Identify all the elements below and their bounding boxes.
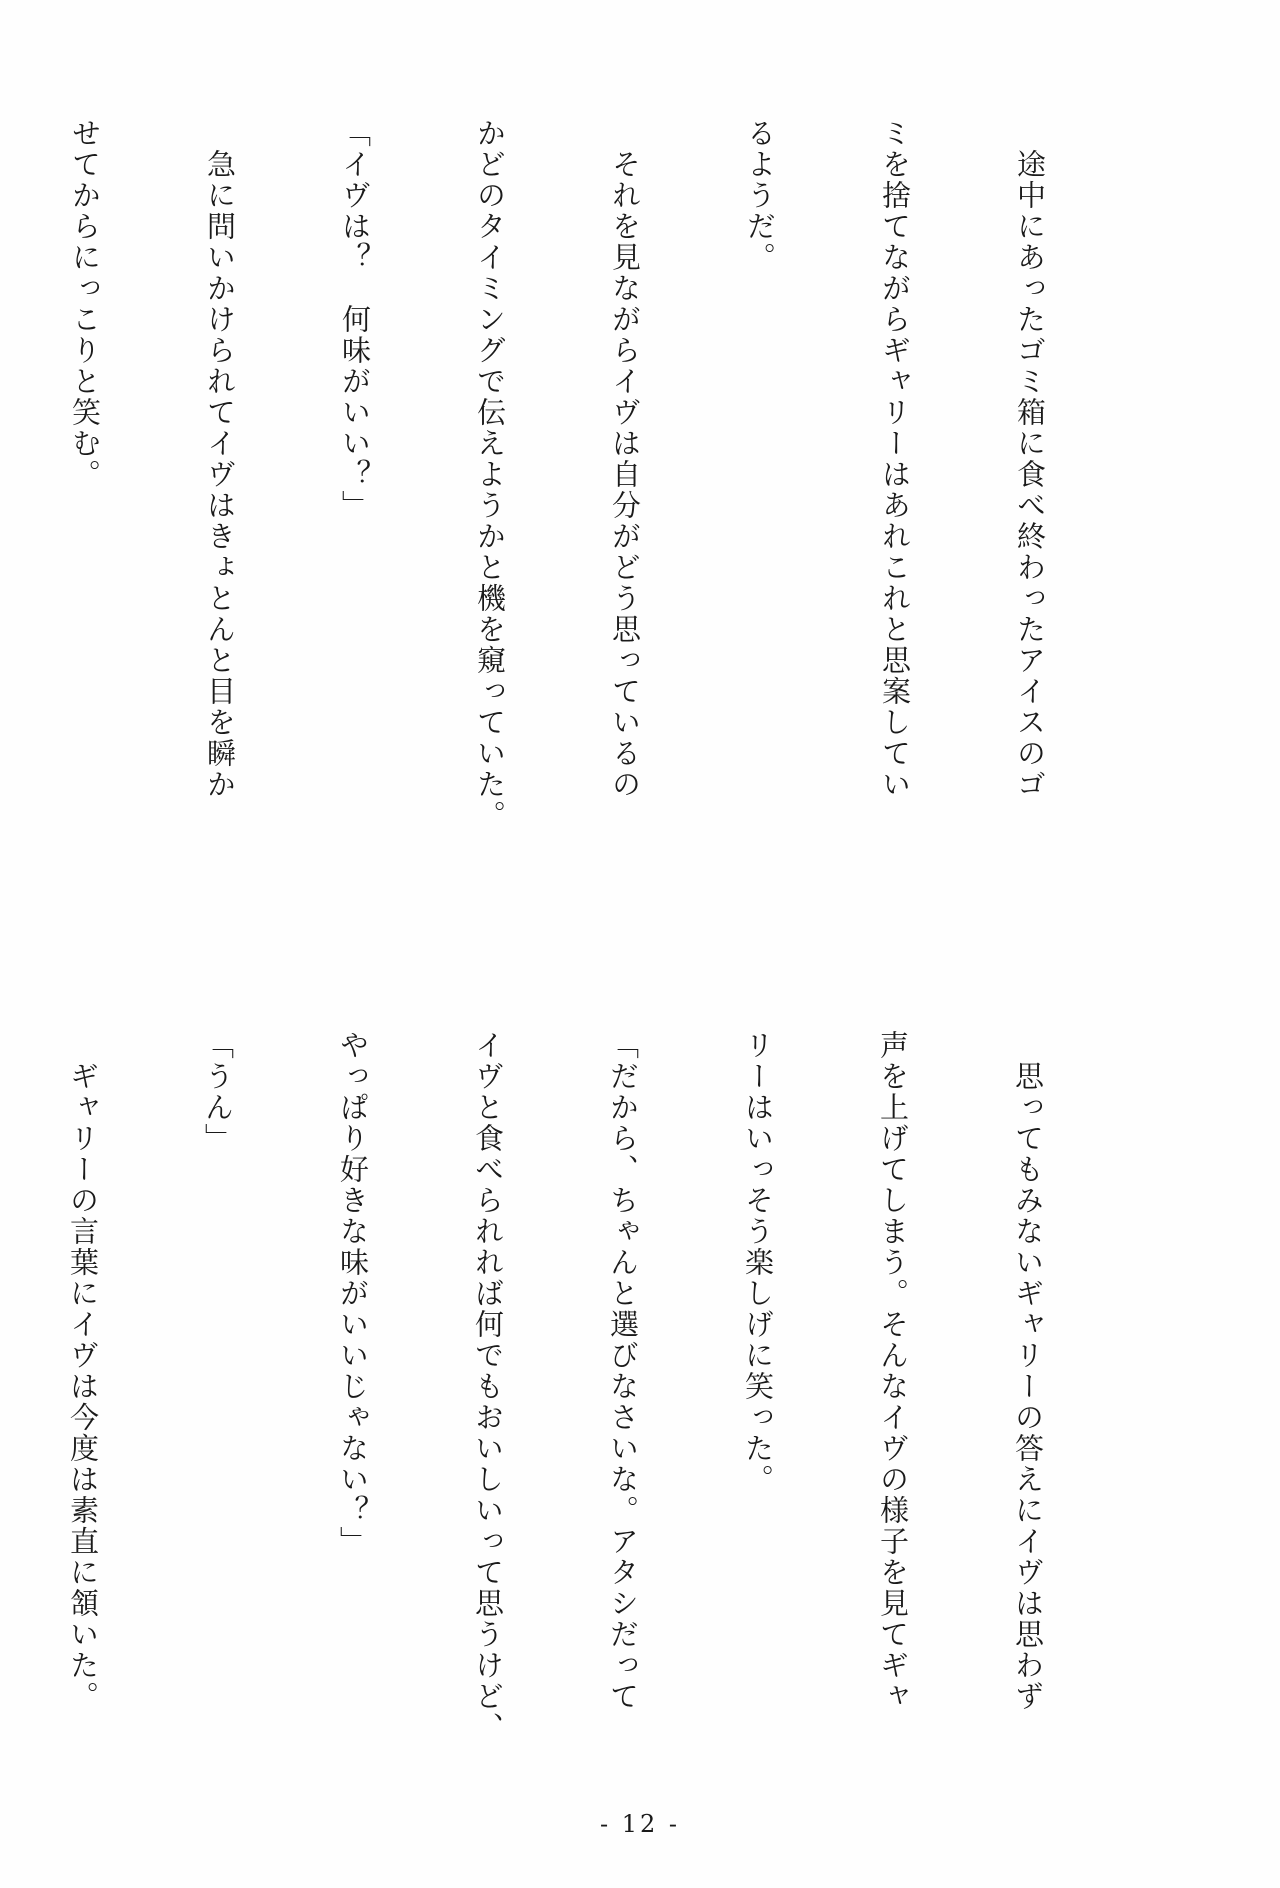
- text-line: 「だから、ちゃんと選びなさいな。アタシだって: [606, 1030, 640, 1712]
- page-number: - 12 -: [599, 1810, 680, 1838]
- text-line: 急に問いかけられてイヴはきょとんと目を瞬か: [203, 118, 237, 800]
- text-line: 声を上げてしまう。そんなイヴの様子を見てギャ: [876, 1030, 910, 1712]
- text-line: 「うん」: [201, 1030, 235, 1154]
- text-line: それを見ながらイヴは自分がどう思っているの: [608, 118, 642, 800]
- lower-text-block: [0, 1030, 1140, 1790]
- text-line: 思ってもみないギャリーの答えにイヴは思わず: [1011, 1030, 1045, 1712]
- text-line: るようだ。: [743, 118, 777, 273]
- text-line: 途中にあったゴミ箱に食べ終わったアイスのゴ: [1013, 118, 1047, 800]
- text-line: やっぱり好きな味がいいじゃない？」: [336, 1030, 370, 1557]
- text-line: せてからにっこりと笑む。: [68, 118, 102, 490]
- text-line: ギャリーの言葉にイヴは今度は素直に頷いた。: [66, 1030, 100, 1712]
- text-line: 「イヴは？ 何味がいい？」: [338, 118, 372, 521]
- text-line: イヴと食べられれば何でもおいしいって思うけど、: [471, 1030, 505, 1743]
- upper-text-block: [0, 118, 1142, 978]
- text-line: ミを捨てながらギャリーはあれこれと思案してい: [878, 118, 912, 800]
- text-line: リーはいっそう楽しげに笑った。: [741, 1030, 775, 1495]
- text-line: かどのタイミングで伝えようかと機を窺っていた。: [473, 118, 507, 831]
